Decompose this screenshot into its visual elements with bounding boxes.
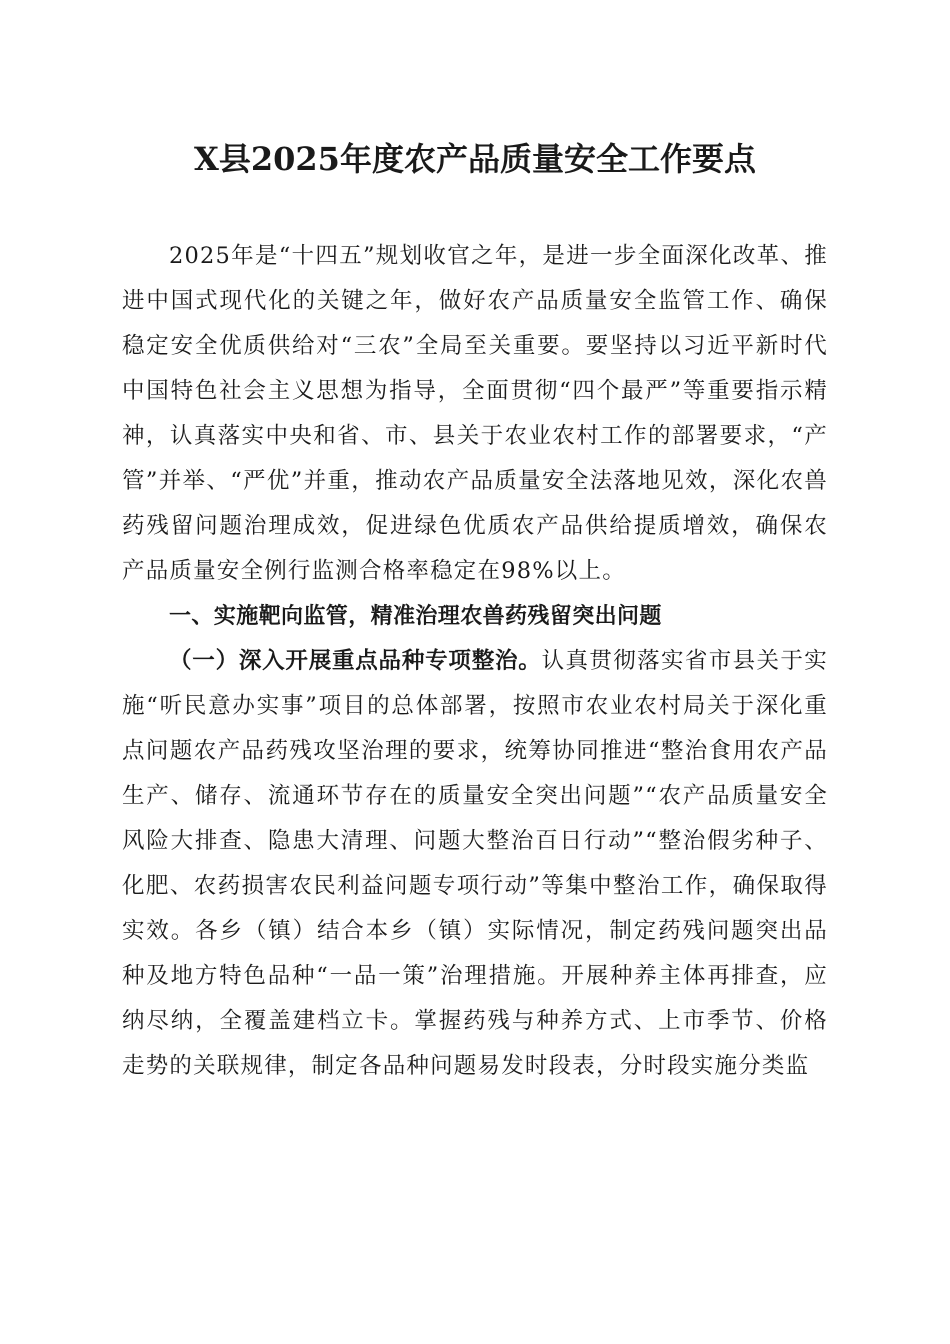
document-title: X县2025年度农产品质量安全工作要点 xyxy=(194,140,756,178)
item-1-text: 认真贯彻落实省市县关于实施“听民意办实事”项目的总体部署，按照市农业农村局关于深化重点问题农产品药残攻坚治理的要求，统筹协同推进“整治食用农产品生产、储存、流通环节存在的质量安全突出问题”“农产品质量安全风险大排查、隐患大清理、问题大整治百日行动”“整治假劣种子、化肥、农药损害农民利益问题专项行动”等集中整治工作，确保取得实效。各乡（镇）结合本乡（镇）实际情况，制定药残问题突出品种及地方特色品种“一品一策”治理措施。开展种养主体再排查，应纳尽纳，全覆盖建档立卡。掌握药残与种养方式、上市季节、价格走势的关联规律，制定各品种问题易发时段表，分时段实施分类监 xyxy=(122,648,828,1079)
item-1-label: （一）深入开展重点品种专项整治。 xyxy=(169,648,542,674)
document-body xyxy=(122,234,828,1089)
section-1-heading: 一、实施靶向监管，精准治理农兽药残留突出问题 xyxy=(169,604,662,629)
intro-paragraph: 2025年是“十四五”规划收官之年，是进一步全面深化改革、推进中国式现代化的关键之年，做好农产品质量安全监管工作、确保稳定安全优质供给对“三农”全局至关重要。要坚持以习近平新时代中国特色社会主义思想为指导，全面贯彻“四个最严”等重要指示精神，认真落实中央和省、市、县关于农业农村工作的部署要求，“产管”并举、“严优”并重，推动农产品质量安全法落地见效，深化农兽药残留问题治理成效，促进绿色优质农产品供给提质增效，确保农产品质量安全例行监测合格率稳定在98%以上。 xyxy=(122,243,828,584)
section-1-item-1 xyxy=(122,639,828,1089)
